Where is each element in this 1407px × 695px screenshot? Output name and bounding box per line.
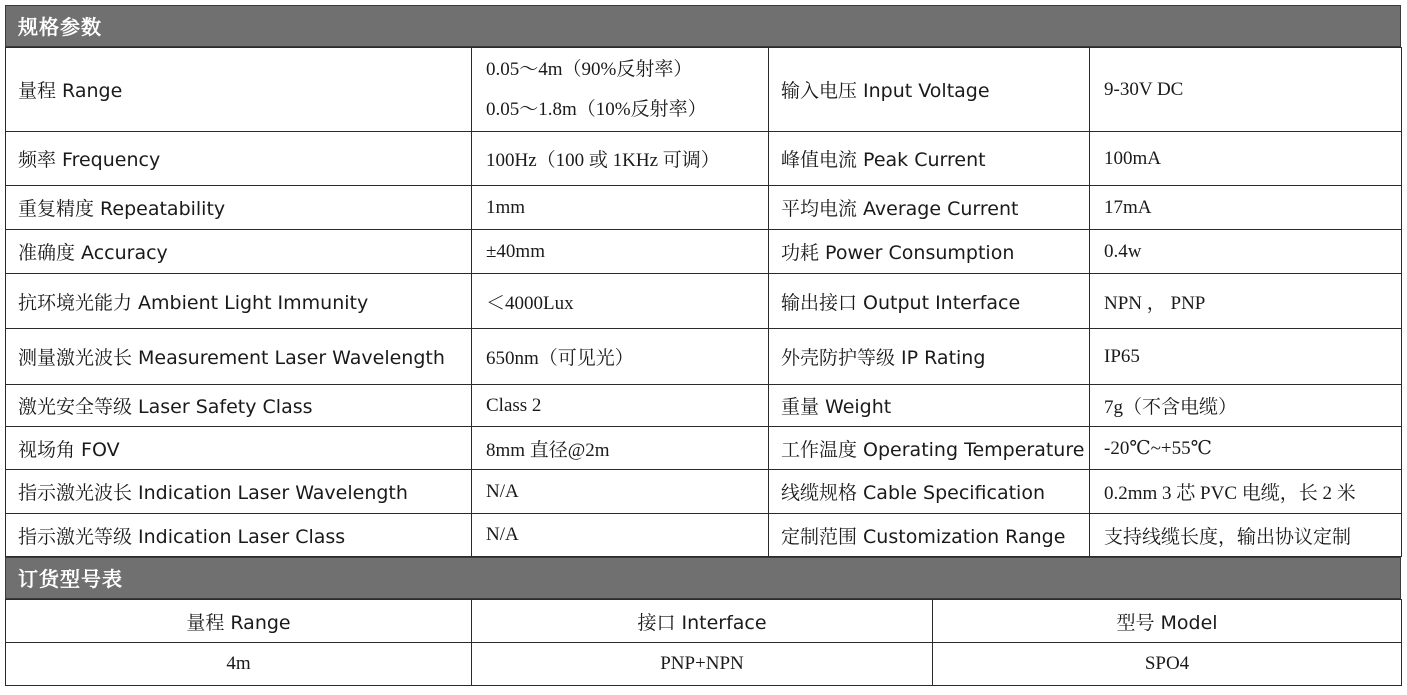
param-label: 定制范围 Customization Range (769, 514, 1090, 557)
param-label: 抗环境光能力 Ambient Light Immunity (6, 274, 472, 329)
table-row (6, 186, 1402, 230)
param-value: 0.2mm 3 芯 PVC 电缆，长 2 米 (1090, 470, 1402, 514)
param-value: -20℃~+55℃ (1090, 427, 1402, 470)
table-row (6, 132, 1402, 186)
param-label: 外壳防护等级 IP Rating (769, 329, 1090, 385)
param-value: N/A (472, 514, 769, 557)
param-label: 频率 Frequency (6, 132, 472, 186)
spec-sheet (5, 5, 1401, 686)
param-label: 平均电流 Average Current (769, 186, 1090, 230)
column-header: 接口 Interface (472, 600, 933, 643)
param-value: 650nm（可见光） (472, 329, 769, 385)
spec-table (5, 47, 1402, 557)
param-value: IP65 (1090, 329, 1402, 385)
param-value: N/A (472, 470, 769, 514)
param-value-line: 0.05～1.8m（10%反射率） (486, 98, 707, 120)
column-header: 量程 Range (6, 600, 472, 643)
param-value: 7g（不含电缆） (1090, 385, 1402, 427)
table-row (6, 427, 1402, 470)
param-value-line: 0.05～4m（90%反射率） (486, 58, 693, 80)
param-value: NPN ， PNP (1090, 274, 1402, 329)
order-section-title: 订货型号表 (5, 557, 1401, 599)
param-label: 重复精度 Repeatability (6, 186, 472, 230)
param-value: 100Hz（100 或 1KHz 可调） (472, 132, 769, 186)
param-value: ±40mm (472, 230, 769, 274)
table-row (6, 385, 1402, 427)
param-label: 测量激光波长 Measurement Laser Wavelength (6, 329, 472, 385)
param-label: 准确度 Accuracy (6, 230, 472, 274)
param-value: ＜4000Lux (472, 274, 769, 329)
param-value: 支持线缆长度，输出协议定制 (1090, 514, 1402, 557)
param-label: 输入电压 Input Voltage (769, 48, 1090, 132)
table-row (6, 470, 1402, 514)
param-label: 激光安全等级 Laser Safety Class (6, 385, 472, 427)
param-label: 量程 Range (6, 48, 472, 132)
param-value: 100mA (1090, 132, 1402, 186)
param-label: 视场角 FOV (6, 427, 472, 470)
order-cell: PNP+NPN (472, 643, 933, 686)
order-cell: 4m (6, 643, 472, 686)
param-value (472, 48, 769, 132)
param-value: Class 2 (472, 385, 769, 427)
order-cell: SPO4 (933, 643, 1402, 686)
param-value: 0.4w (1090, 230, 1402, 274)
table-header-row (6, 600, 1402, 643)
column-header: 型号 Model (933, 600, 1402, 643)
param-value: 9-30V DC (1090, 48, 1402, 132)
param-label: 峰值电流 Peak Current (769, 132, 1090, 186)
param-label: 输出接口 Output Interface (769, 274, 1090, 329)
table-row (6, 48, 1402, 132)
param-label: 重量 Weight (769, 385, 1090, 427)
spec-section-title: 规格参数 (5, 5, 1401, 47)
param-value: 8mm 直径@2m (472, 427, 769, 470)
table-row (6, 329, 1402, 385)
table-row (6, 514, 1402, 557)
table-row (6, 643, 1402, 686)
order-table (5, 599, 1402, 686)
param-value: 1mm (472, 186, 769, 230)
param-label: 指示激光等级 Indication Laser Class (6, 514, 472, 557)
param-label: 功耗 Power Consumption (769, 230, 1090, 274)
param-label: 指示激光波长 Indication Laser Wavelength (6, 470, 472, 514)
param-label: 线缆规格 Cable Specification (769, 470, 1090, 514)
param-value: 17mA (1090, 186, 1402, 230)
table-row (6, 274, 1402, 329)
table-row (6, 230, 1402, 274)
param-label: 工作温度 Operating Temperature (769, 427, 1090, 470)
